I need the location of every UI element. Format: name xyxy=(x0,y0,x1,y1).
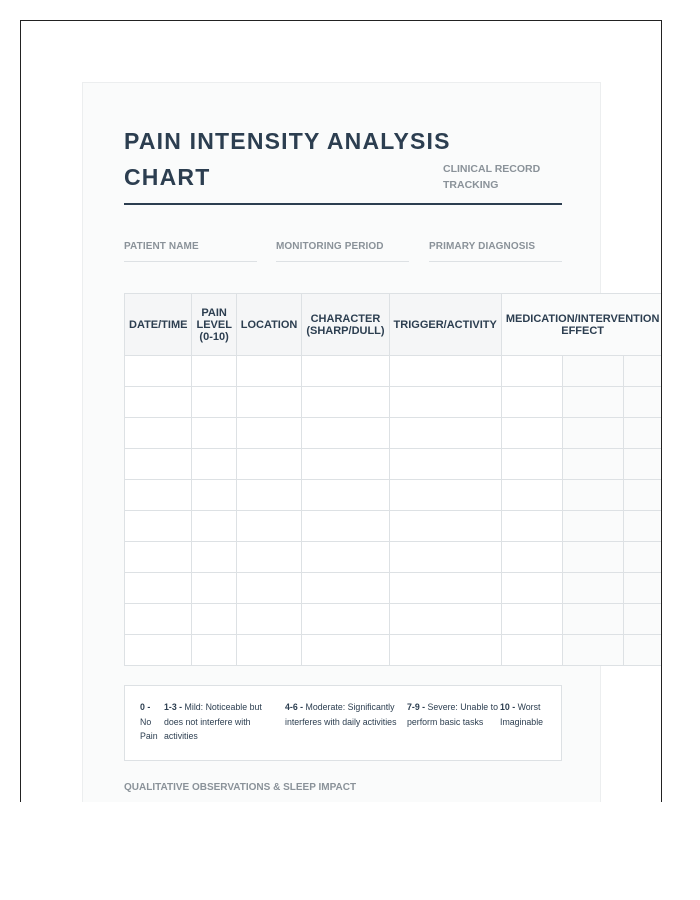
medication-cell[interactable] xyxy=(624,387,662,418)
table-row xyxy=(125,449,663,480)
trigger-cell[interactable] xyxy=(389,480,501,511)
pain-level-cell[interactable] xyxy=(192,449,236,480)
primary-diagnosis-label: PRIMARY DIAGNOSIS xyxy=(429,241,536,252)
date-time-cell[interactable] xyxy=(125,604,192,635)
medication-cell[interactable] xyxy=(563,356,624,387)
scale-range: 4-6 xyxy=(285,702,298,712)
column-header-medication: MEDICATION/INTERVENTION EFFECT xyxy=(501,294,662,356)
medication-cell[interactable] xyxy=(624,635,662,666)
date-time-cell[interactable] xyxy=(125,573,192,604)
medication-cell[interactable] xyxy=(563,480,624,511)
character-cell[interactable] xyxy=(302,480,389,511)
medication-cell[interactable] xyxy=(624,480,662,511)
title-divider xyxy=(124,203,562,205)
medication-cell[interactable] xyxy=(501,356,562,387)
medication-cell[interactable] xyxy=(501,573,562,604)
location-cell[interactable] xyxy=(236,635,302,666)
column-header-pain-level: PAIN LEVEL (0-10) xyxy=(192,294,236,356)
scale-item: 4-6 - Moderate: Significantly interferes with daily activities xyxy=(285,702,397,727)
character-cell[interactable] xyxy=(302,356,389,387)
pain-level-cell[interactable] xyxy=(192,573,236,604)
patient-name-label: PATIENT NAME xyxy=(124,241,199,252)
scale-range: 7-9 xyxy=(407,702,420,712)
character-cell[interactable] xyxy=(302,635,389,666)
pain-level-cell[interactable] xyxy=(192,542,236,573)
medication-cell[interactable] xyxy=(501,542,562,573)
primary-diagnosis-field[interactable] xyxy=(429,241,562,262)
date-time-cell[interactable] xyxy=(125,387,192,418)
medication-cell[interactable] xyxy=(563,418,624,449)
document-title: PAIN INTENSITY ANALYSIS CHART xyxy=(124,128,451,190)
character-cell[interactable] xyxy=(302,573,389,604)
medication-cell[interactable] xyxy=(563,573,624,604)
column-header-trigger: TRIGGER/ACTIVITY xyxy=(389,294,501,356)
document-sheet xyxy=(82,82,660,802)
character-cell[interactable] xyxy=(302,511,389,542)
medication-cell[interactable] xyxy=(563,511,624,542)
date-time-cell[interactable] xyxy=(125,356,192,387)
column-header-location: LOCATION xyxy=(236,294,302,356)
medication-cell[interactable] xyxy=(624,573,662,604)
character-cell[interactable] xyxy=(302,387,389,418)
pain-level-cell[interactable] xyxy=(192,511,236,542)
character-cell[interactable] xyxy=(302,542,389,573)
table-row xyxy=(125,418,663,449)
medication-cell[interactable] xyxy=(563,449,624,480)
table-row xyxy=(125,573,663,604)
pain-level-cell[interactable] xyxy=(192,387,236,418)
trigger-cell[interactable] xyxy=(389,418,501,449)
scale-description: Moderate: Significantly interferes with daily activities xyxy=(285,702,397,727)
date-time-cell[interactable] xyxy=(125,449,192,480)
location-cell[interactable] xyxy=(236,604,302,635)
scale-description: Severe: Unable to perform basic tasks xyxy=(407,702,498,727)
medication-cell[interactable] xyxy=(501,387,562,418)
trigger-cell[interactable] xyxy=(389,511,501,542)
medication-cell[interactable] xyxy=(563,635,624,666)
medication-cell[interactable] xyxy=(563,604,624,635)
medication-cell[interactable] xyxy=(624,542,662,573)
medication-cell[interactable] xyxy=(563,542,624,573)
table-header-row xyxy=(125,294,663,356)
medication-cell[interactable] xyxy=(501,418,562,449)
scale-item: 7-9 - Severe: Unable to perform basic tasks xyxy=(407,702,498,727)
document-subtitle: CLINICAL RECORD TRACKING xyxy=(443,163,541,191)
pain-level-cell[interactable] xyxy=(192,480,236,511)
page-frame xyxy=(20,20,662,802)
medication-cell[interactable] xyxy=(624,511,662,542)
location-cell[interactable] xyxy=(236,573,302,604)
scale-range: 1-3 xyxy=(164,702,177,712)
table-row xyxy=(125,604,663,635)
monitoring-period-field[interactable] xyxy=(276,241,409,262)
medication-cell[interactable] xyxy=(501,449,562,480)
medication-cell[interactable] xyxy=(563,387,624,418)
location-cell[interactable] xyxy=(236,542,302,573)
patient-name-field[interactable] xyxy=(124,241,257,262)
location-cell[interactable] xyxy=(236,356,302,387)
scale-description: Mild: Noticeable but does not interfere with activities xyxy=(164,702,262,741)
table-row xyxy=(125,356,663,387)
date-time-cell[interactable] xyxy=(125,635,192,666)
trigger-cell[interactable] xyxy=(389,449,501,480)
table-row xyxy=(125,387,663,418)
date-time-cell[interactable] xyxy=(125,542,192,573)
observations-heading: QUALITATIVE OBSERVATIONS & SLEEP IMPACT xyxy=(124,782,357,793)
location-cell[interactable] xyxy=(236,449,302,480)
location-cell[interactable] xyxy=(236,511,302,542)
location-cell[interactable] xyxy=(236,418,302,449)
table-row xyxy=(125,635,663,666)
scale-item: 10 - Worst Imaginable xyxy=(500,702,544,727)
scale-range: 10 xyxy=(500,702,510,712)
medication-cell[interactable] xyxy=(624,449,662,480)
table-row xyxy=(125,480,663,511)
monitoring-period-label: MONITORING PERIOD xyxy=(276,241,384,252)
medication-cell[interactable] xyxy=(624,356,662,387)
table-row xyxy=(125,542,663,573)
scale-item: 0 - No Pain xyxy=(140,702,158,741)
trigger-cell[interactable] xyxy=(389,573,501,604)
pain-scale-legend xyxy=(124,685,562,761)
column-header-date-time: DATE/TIME xyxy=(125,294,192,356)
scale-item: 1-3 - Mild: Noticeable but does not interfere with activities xyxy=(164,702,262,741)
medication-cell[interactable] xyxy=(501,480,562,511)
medication-cell[interactable] xyxy=(501,635,562,666)
medication-cell[interactable] xyxy=(624,418,662,449)
pain-log-table xyxy=(124,293,662,666)
trigger-cell[interactable] xyxy=(389,356,501,387)
medication-cell[interactable] xyxy=(501,511,562,542)
column-header-character: CHARACTER (SHARP/DULL) xyxy=(302,294,389,356)
date-time-cell[interactable] xyxy=(125,418,192,449)
date-time-cell[interactable] xyxy=(125,480,192,511)
pain-level-cell[interactable] xyxy=(192,635,236,666)
medication-cell[interactable] xyxy=(501,604,562,635)
trigger-cell[interactable] xyxy=(389,604,501,635)
date-time-cell[interactable] xyxy=(125,511,192,542)
pain-level-cell[interactable] xyxy=(192,356,236,387)
scale-description: No Pain xyxy=(140,716,158,741)
location-cell[interactable] xyxy=(236,387,302,418)
character-cell[interactable] xyxy=(302,604,389,635)
character-cell[interactable] xyxy=(302,418,389,449)
scale-range: 0 xyxy=(140,702,145,712)
trigger-cell[interactable] xyxy=(389,387,501,418)
character-cell[interactable] xyxy=(302,449,389,480)
scale-description: Worst Imaginable xyxy=(500,702,544,727)
location-cell[interactable] xyxy=(236,480,302,511)
trigger-cell[interactable] xyxy=(389,542,501,573)
table-row xyxy=(125,511,663,542)
pain-level-cell[interactable] xyxy=(192,604,236,635)
trigger-cell[interactable] xyxy=(389,635,501,666)
table-body xyxy=(125,356,663,666)
medication-cell[interactable] xyxy=(624,604,662,635)
pain-level-cell[interactable] xyxy=(192,418,236,449)
